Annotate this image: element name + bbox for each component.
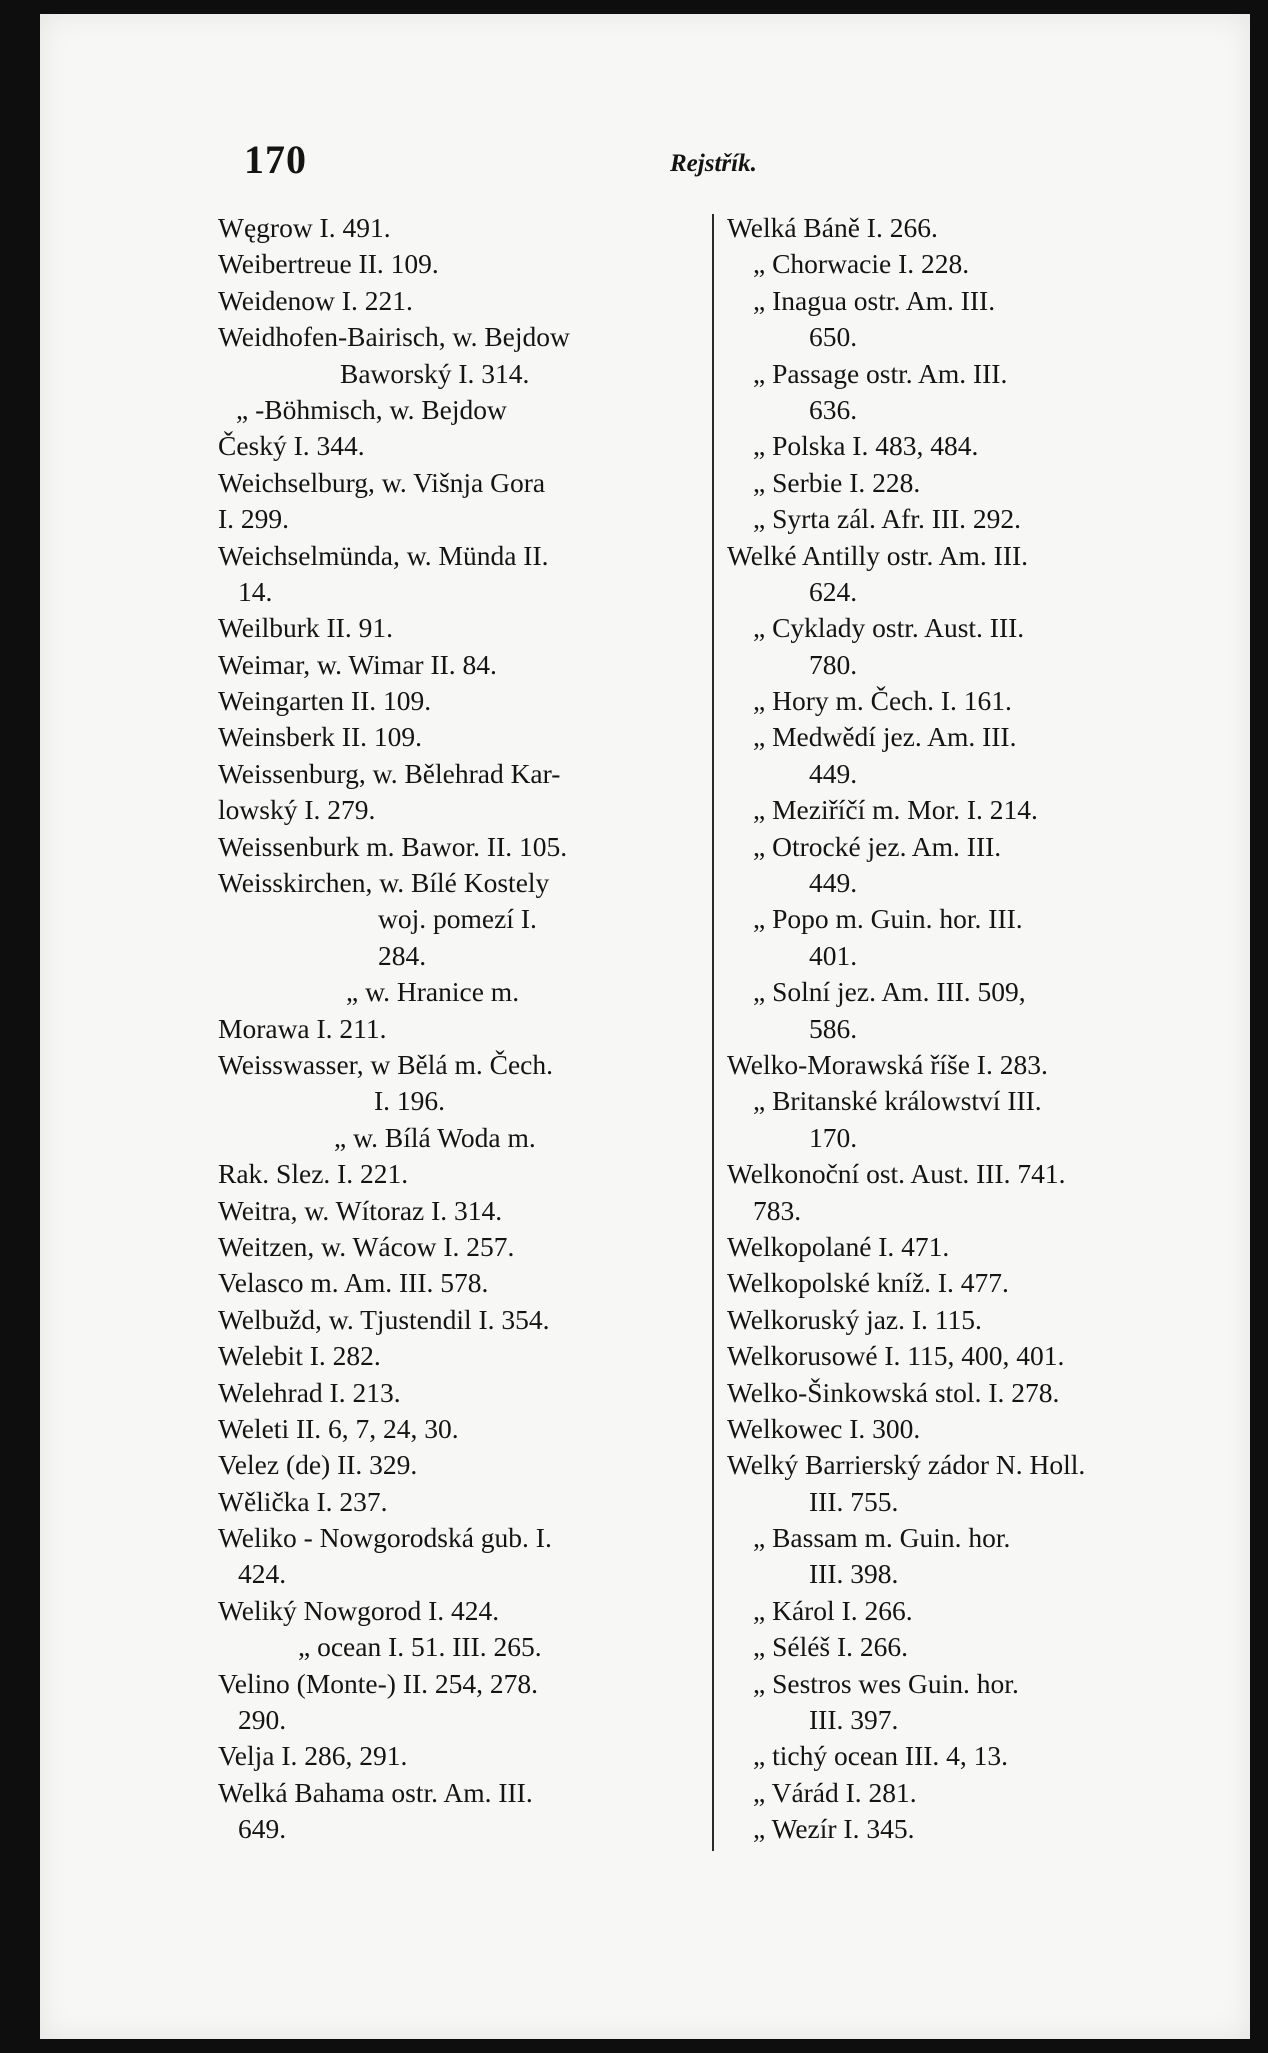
index-line bbox=[727, 1011, 1227, 1047]
index-line bbox=[727, 756, 1227, 792]
index-entry-text: Welká Bahama ostr. Am. III. bbox=[218, 1776, 533, 1808]
index-entry-text: 170. bbox=[809, 1121, 858, 1153]
index-entry-text: „ Syrta zál. Afr. III. 292. bbox=[753, 503, 1022, 535]
index-entry-text: 449. bbox=[809, 757, 858, 789]
index-entry-text: III. 397. bbox=[809, 1704, 899, 1736]
index-line bbox=[727, 829, 1227, 865]
index-line bbox=[218, 1229, 718, 1265]
index-entry-text: „ Britanské králowství III. bbox=[753, 1085, 1042, 1117]
index-line bbox=[218, 574, 718, 610]
index-line bbox=[727, 1738, 1227, 1774]
index-entry-text: Welký Barrierský zádor N. Holl. bbox=[727, 1449, 1086, 1481]
index-line bbox=[727, 1156, 1227, 1192]
index-entry-text: Weliký Nowgorod I. 424. bbox=[218, 1594, 500, 1626]
index-line bbox=[727, 1229, 1227, 1265]
index-line bbox=[218, 829, 718, 865]
index-entry-text: Weinsberk II. 109. bbox=[218, 721, 422, 753]
index-entry-text: „ Serbie I. 228. bbox=[753, 466, 921, 498]
index-entry-text: Welkopolské kníž. I. 477. bbox=[727, 1267, 1009, 1299]
index-line bbox=[218, 1738, 718, 1774]
index-entry-text: „ w. Hranice m. bbox=[346, 976, 520, 1008]
index-entry-text: Weidenow I. 221. bbox=[218, 284, 413, 316]
index-line bbox=[218, 501, 718, 537]
index-line bbox=[727, 1447, 1227, 1483]
index-entry-text: Velino (Monte-) II. 254, 278. bbox=[218, 1667, 539, 1699]
index-line bbox=[727, 1811, 1227, 1847]
index-line bbox=[218, 1520, 718, 1556]
index-line bbox=[218, 647, 718, 683]
index-column-right bbox=[727, 210, 1227, 1848]
index-entry-text: Weliko - Nowgorodská gub. I. bbox=[218, 1522, 552, 1554]
index-entry-text: Welkorusowé I. 115, 400, 401. bbox=[727, 1340, 1065, 1372]
index-line bbox=[218, 865, 718, 901]
index-entry-text: Welkowec I. 300. bbox=[727, 1412, 921, 1444]
index-entry-text: „ Otrocké jez. Am. III. bbox=[753, 830, 1002, 862]
index-line bbox=[218, 901, 718, 937]
index-entry-text: woj. pomezí I. bbox=[378, 903, 537, 935]
index-entry-text: Welebit I. 282. bbox=[218, 1340, 381, 1372]
index-line bbox=[727, 319, 1227, 355]
index-line bbox=[218, 792, 718, 828]
index-entry-text: Morawa I. 211. bbox=[218, 1012, 387, 1044]
index-line bbox=[727, 1047, 1227, 1083]
index-line bbox=[727, 246, 1227, 282]
index-line bbox=[218, 683, 718, 719]
index-entry-text: Weilburk II. 91. bbox=[218, 612, 393, 644]
index-line bbox=[727, 428, 1227, 464]
index-line bbox=[218, 1484, 718, 1520]
index-line bbox=[727, 865, 1227, 901]
index-entry-text: Welkopolané I. 471. bbox=[727, 1230, 950, 1262]
index-entry-text: Weitzen, w. Wácow I. 257. bbox=[218, 1230, 515, 1262]
index-entry-text: Rak. Slez. I. 221. bbox=[218, 1158, 409, 1190]
index-entry-text: Baworský I. 314. bbox=[340, 357, 530, 389]
index-line bbox=[727, 938, 1227, 974]
index-entry-text: Weissenburg, w. Bělehrad Kar- bbox=[218, 757, 561, 789]
index-entry-text: „ Passage ostr. Am. III. bbox=[753, 357, 1008, 389]
index-entry-text: Weleti II. 6, 7, 24, 30. bbox=[218, 1412, 459, 1444]
index-line bbox=[727, 719, 1227, 755]
index-entry-text: „ w. Bílá Woda m. bbox=[334, 1121, 536, 1153]
index-line bbox=[727, 1265, 1227, 1301]
index-entry-text: „ Medwědí jez. Am. III. bbox=[753, 721, 1017, 753]
index-entry-text: Velasco m. Am. III. 578. bbox=[218, 1267, 489, 1299]
index-entry-text: 649. bbox=[238, 1813, 287, 1845]
index-line bbox=[218, 1447, 718, 1483]
index-entry-text: „ ocean I. 51. III. 265. bbox=[298, 1631, 542, 1663]
index-entry-text: „ Cyklady ostr. Aust. III. bbox=[753, 612, 1025, 644]
index-line bbox=[727, 1338, 1227, 1374]
index-entry-text: Velez (de) II. 329. bbox=[218, 1449, 418, 1481]
index-line bbox=[727, 1556, 1227, 1592]
index-line bbox=[218, 356, 718, 392]
index-line bbox=[218, 1411, 718, 1447]
index-entry-text: „ Hory m. Čech. I. 161. bbox=[753, 685, 1012, 717]
index-entry-text: Welké Antilly ostr. Am. III. bbox=[727, 539, 1029, 571]
index-entry-text: „ Károl I. 266. bbox=[753, 1594, 913, 1626]
index-line bbox=[218, 719, 718, 755]
index-line bbox=[727, 1593, 1227, 1629]
index-entry-text: Weichselburg, w. Višnja Gora bbox=[218, 466, 546, 498]
index-entry-text: Velja I. 286, 291. bbox=[218, 1740, 408, 1772]
index-entry-text: Weisskirchen, w. Bílé Kostely bbox=[218, 867, 550, 899]
index-entry-text: Weingarten II. 109. bbox=[218, 685, 432, 717]
running-head: Rejstřík. bbox=[670, 150, 757, 177]
index-entry-text: Welkoruský jaz. I. 115. bbox=[727, 1303, 982, 1335]
index-line bbox=[727, 538, 1227, 574]
index-line bbox=[218, 1775, 718, 1811]
index-line bbox=[218, 1083, 718, 1119]
index-entry-text: Welká Báně I. 266. bbox=[727, 212, 938, 243]
index-entry-text: 586. bbox=[809, 1012, 858, 1044]
index-entry-text: 424. bbox=[238, 1558, 287, 1590]
book-page bbox=[40, 14, 1250, 2039]
index-entry-text: lowský I. 279. bbox=[218, 794, 376, 826]
index-line bbox=[727, 683, 1227, 719]
index-line bbox=[727, 1702, 1227, 1738]
index-line bbox=[218, 974, 718, 1010]
index-line bbox=[727, 610, 1227, 646]
index-entry-text: „ Séléš I. 266. bbox=[753, 1631, 909, 1663]
index-entry-text: 290. bbox=[238, 1704, 287, 1736]
index-line bbox=[727, 974, 1227, 1010]
index-line bbox=[727, 792, 1227, 828]
index-line bbox=[218, 1666, 718, 1702]
index-entry-text: „ Chorwacie I. 228. bbox=[753, 248, 970, 280]
index-line bbox=[727, 574, 1227, 610]
index-line bbox=[218, 1629, 718, 1665]
index-line bbox=[727, 1120, 1227, 1156]
index-entry-text: „ Bassam m. Guin. hor. bbox=[753, 1522, 1011, 1554]
index-entry-text: „ Inagua ostr. Am. III. bbox=[753, 284, 996, 316]
index-line bbox=[727, 356, 1227, 392]
index-entry-text: „ Popo m. Guin. hor. III. bbox=[753, 903, 1023, 935]
index-line bbox=[218, 283, 718, 319]
page-header bbox=[40, 126, 1250, 186]
index-line bbox=[218, 392, 718, 428]
index-entry-text: Weissenburk m. Bawor. II. 105. bbox=[218, 830, 568, 862]
index-line bbox=[727, 647, 1227, 683]
index-line bbox=[218, 1193, 718, 1229]
index-entry-text: Český I. 344. bbox=[218, 430, 365, 462]
index-line bbox=[218, 319, 718, 355]
index-line bbox=[218, 1556, 718, 1592]
index-line bbox=[727, 501, 1227, 537]
index-entry-text: III. 398. bbox=[809, 1558, 899, 1590]
index-entry-text: Weibertreue II. 109. bbox=[218, 248, 439, 280]
index-entry-text: „ Wezír I. 345. bbox=[753, 1813, 915, 1845]
index-line bbox=[727, 465, 1227, 501]
index-line bbox=[218, 938, 718, 974]
page-number: 170 bbox=[244, 137, 307, 182]
index-line bbox=[218, 1375, 718, 1411]
index-line bbox=[218, 1120, 718, 1156]
index-entry-text: 401. bbox=[809, 939, 858, 971]
index-entry-text: Welbužd, w. Tjustendil I. 354. bbox=[218, 1303, 550, 1335]
index-line bbox=[727, 283, 1227, 319]
index-entry-text: 650. bbox=[809, 321, 858, 353]
index-line bbox=[218, 538, 718, 574]
index-entry-text: 14. bbox=[238, 575, 273, 607]
index-entry-text: Weimar, w. Wimar II. 84. bbox=[218, 648, 497, 680]
index-line bbox=[218, 1265, 718, 1301]
column-divider bbox=[712, 214, 714, 1851]
index-entry-text: 284. bbox=[378, 939, 427, 971]
index-line bbox=[727, 1629, 1227, 1665]
index-entry-text: 636. bbox=[809, 393, 858, 425]
index-entry-text: „ Meziříčí m. Mor. I. 214. bbox=[753, 794, 1038, 826]
index-entry-text: Węgrow I. 491. bbox=[218, 212, 391, 243]
index-entry-text: I. 299. bbox=[218, 503, 290, 535]
index-line bbox=[218, 1156, 718, 1192]
index-line bbox=[218, 1593, 718, 1629]
index-entry-text: Weisswasser, w Bělá m. Čech. bbox=[218, 1048, 554, 1080]
index-line bbox=[218, 1338, 718, 1374]
index-line bbox=[218, 465, 718, 501]
index-entry-text: 783. bbox=[753, 1194, 802, 1226]
index-entry-text: „ Várád I. 281. bbox=[753, 1776, 917, 1808]
index-entry-text: Weitra, w. Wítoraz I. 314. bbox=[218, 1194, 503, 1226]
index-entry-text: „ Polska I. 483, 484. bbox=[753, 430, 979, 462]
index-entry-text: I. 196. bbox=[374, 1085, 446, 1117]
index-line bbox=[218, 610, 718, 646]
index-entry-text: Welko-Morawská říše I. 283. bbox=[727, 1048, 1048, 1080]
index-line bbox=[218, 756, 718, 792]
index-line bbox=[727, 392, 1227, 428]
index-line bbox=[727, 1193, 1227, 1229]
index-entry-text: Welehrad I. 213. bbox=[218, 1376, 401, 1408]
index-entry-text: „ Sestros wes Guin. hor. bbox=[753, 1667, 1019, 1699]
index-entry-text: „ tichý ocean III. 4, 13. bbox=[753, 1740, 1009, 1772]
index-entry-text: Welkonoční ost. Aust. III. 741. bbox=[727, 1158, 1066, 1190]
index-line bbox=[218, 428, 718, 464]
index-entry-text: 780. bbox=[809, 648, 858, 680]
index-line bbox=[218, 210, 718, 246]
index-line bbox=[218, 1702, 718, 1738]
index-entry-text: Weidhofen-Bairisch, w. Bejdow bbox=[218, 321, 570, 353]
index-line bbox=[218, 1011, 718, 1047]
index-line bbox=[727, 1666, 1227, 1702]
index-entry-text: Wělička I. 237. bbox=[218, 1485, 388, 1517]
index-line bbox=[218, 1811, 718, 1847]
index-line bbox=[727, 210, 1227, 246]
index-entry-text: „ Solní jez. Am. III. 509, bbox=[753, 976, 1026, 1008]
index-entry-text: Welko-Šinkowská stol. I. 278. bbox=[727, 1376, 1060, 1408]
index-line bbox=[727, 1083, 1227, 1119]
index-column-left bbox=[218, 210, 718, 1848]
index-line bbox=[727, 901, 1227, 937]
index-line bbox=[727, 1484, 1227, 1520]
index-line bbox=[727, 1375, 1227, 1411]
index-entry-text: Weichselmünda, w. Münda II. bbox=[218, 539, 549, 571]
index-line bbox=[727, 1411, 1227, 1447]
index-entry-text: III. 755. bbox=[809, 1485, 899, 1517]
index-line bbox=[727, 1302, 1227, 1338]
index-entry-text: 449. bbox=[809, 867, 858, 899]
index-line bbox=[218, 246, 718, 282]
index-line bbox=[727, 1775, 1227, 1811]
index-line bbox=[727, 1520, 1227, 1556]
index-entry-text: 624. bbox=[809, 575, 858, 607]
index-entry-text: „ -Böhmisch, w. Bejdow bbox=[236, 393, 507, 425]
index-line bbox=[218, 1047, 718, 1083]
index-line bbox=[218, 1302, 718, 1338]
